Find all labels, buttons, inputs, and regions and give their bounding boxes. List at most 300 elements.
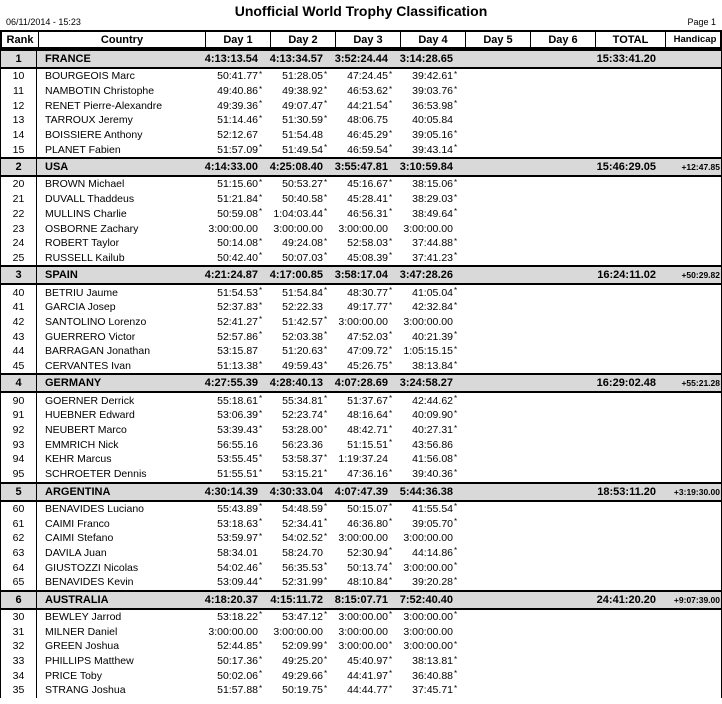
day-time: 46:36.80 (347, 517, 388, 530)
day-time: 49:24.08 (282, 237, 323, 250)
penalty-asterisk: * (389, 639, 393, 649)
day-time: 3:00:00.00 (208, 625, 258, 638)
rider-total (594, 560, 664, 575)
penalty-asterisk: * (259, 575, 263, 585)
penalty-asterisk: * (324, 286, 328, 296)
rider-handicap (664, 452, 722, 467)
column-header-day2: Day 2 (270, 32, 335, 47)
rider-rank: 13 (1, 113, 37, 128)
rider-rank: 65 (1, 575, 37, 590)
rider-day-cell (269, 393, 334, 408)
rider-day-cell (399, 452, 464, 467)
rider-day-cell (464, 128, 529, 143)
day-time: 3:24:58.27 (399, 377, 453, 390)
rider-day-cell (334, 142, 399, 157)
rider-day-cell (399, 236, 464, 251)
penalty-asterisk: * (259, 99, 263, 109)
rider-day-cell (334, 221, 399, 236)
penalty-asterisk: * (454, 654, 458, 664)
rider-day-cell (464, 344, 529, 359)
rider-day-cell (204, 285, 269, 300)
rider-handicap (664, 207, 722, 222)
rider-handicap (664, 502, 722, 517)
rider-row (1, 467, 722, 482)
rider-handicap (664, 300, 722, 315)
rider-day-cell (529, 624, 594, 639)
penalty-asterisk: * (324, 394, 328, 404)
rider-rank: 34 (1, 668, 37, 683)
team-day-cell (529, 267, 594, 283)
rider-day-cell (464, 192, 529, 207)
rider-row (1, 452, 722, 467)
day-time: 4:15:11.72 (270, 593, 323, 606)
rider-row (1, 408, 722, 423)
day-time: 52:03.38 (282, 330, 323, 343)
rider-row (1, 654, 722, 669)
penalty-asterisk: * (259, 517, 263, 527)
day-time: 55:34.81 (282, 394, 323, 407)
rider-day-cell (269, 668, 334, 683)
rider-rank: 14 (1, 128, 37, 143)
rider-handicap (664, 516, 722, 531)
rider-name: BENAVIDES Kevin (45, 576, 134, 589)
penalty-asterisk: * (324, 639, 328, 649)
rider-total (594, 128, 664, 143)
rider-day-cell (399, 531, 464, 546)
penalty-asterisk: * (389, 344, 393, 354)
rider-rank: 44 (1, 344, 37, 359)
day-time: 50:19.75 (282, 684, 323, 697)
team-day-cell (529, 375, 594, 391)
rider-handicap (664, 128, 722, 143)
rider-day-cell (464, 516, 529, 531)
rider-day-cell (204, 531, 269, 546)
rider-day-cell (269, 575, 334, 590)
day-time: 54:48.59 (282, 502, 323, 515)
rider-name: EMMRICH Nick (45, 438, 119, 451)
rider-day-cell (529, 113, 594, 128)
day-time: 49:40.86 (217, 85, 258, 98)
rider-day-cell (269, 502, 334, 517)
penalty-asterisk: * (454, 330, 458, 340)
rider-name: PLANET Fabien (45, 143, 121, 156)
riders-block (0, 610, 722, 698)
day-time: 44:14.86 (412, 546, 453, 559)
day-time: 45:16.67 (347, 178, 388, 191)
penalty-asterisk: * (389, 408, 393, 418)
rider-day-cell (464, 113, 529, 128)
day-time: 48:10.84 (347, 576, 388, 589)
rider-day-cell (334, 359, 399, 374)
penalty-asterisk: * (389, 251, 393, 261)
day-time: 4:30:33.04 (269, 485, 323, 498)
rider-day-cell (399, 575, 464, 590)
penalty-asterisk: * (259, 531, 263, 541)
penalty-asterisk: * (454, 359, 458, 369)
rider-handicap (664, 192, 722, 207)
rider-rank: 91 (1, 408, 37, 423)
day-time: 53:55.45 (217, 453, 258, 466)
day-time: 53:39.43 (217, 424, 258, 437)
rider-rank: 22 (1, 207, 37, 222)
rider-total (594, 624, 664, 639)
team-day-cell (334, 484, 399, 500)
penalty-asterisk: * (389, 236, 393, 246)
rider-rank: 11 (1, 84, 37, 99)
rider-day-cell (269, 437, 334, 452)
rider-day-cell (399, 84, 464, 99)
day-time: 50:41.77 (217, 70, 258, 83)
rider-name: NAMBOTIN Christophe (45, 85, 155, 98)
rider-day-cell (464, 207, 529, 222)
day-time: 40:27.31 (412, 424, 453, 437)
rider-handicap (664, 683, 722, 698)
team-country: GERMANY (45, 377, 102, 390)
day-time: 4:07:28.69 (334, 377, 388, 390)
rider-day-cell (399, 221, 464, 236)
rider-total (594, 467, 664, 482)
team-day-cell (269, 484, 334, 500)
day-time: 51:21.84 (217, 193, 258, 206)
rider-day-cell (529, 207, 594, 222)
penalty-asterisk: * (389, 561, 393, 571)
rider-row (1, 329, 722, 344)
rider-total (594, 113, 664, 128)
rider-total (594, 192, 664, 207)
day-time: 39:43.14 (412, 143, 453, 156)
day-time: 56:55.16 (217, 438, 258, 451)
penalty-asterisk: * (324, 467, 328, 477)
penalty-asterisk: * (324, 207, 328, 217)
rider-handicap (664, 437, 722, 452)
rider-day-cell (529, 300, 594, 315)
rider-total (594, 654, 664, 669)
rider-day-cell (399, 192, 464, 207)
day-time: 3:00:00.00 (338, 532, 388, 545)
rider-row (1, 437, 722, 452)
rider-name: SANTOLINO Lorenzo (45, 315, 147, 328)
rider-day-cell (269, 177, 334, 192)
penalty-asterisk: * (454, 452, 458, 462)
rider-rank: 42 (1, 315, 37, 330)
rider-day-cell (399, 344, 464, 359)
day-time: 52:30.94 (347, 546, 388, 559)
rider-row (1, 98, 722, 113)
day-time: 4:25:08.40 (269, 161, 323, 174)
rider-rank: 93 (1, 437, 37, 452)
rider-day-cell (464, 285, 529, 300)
rider-day-cell (399, 546, 464, 561)
day-time: 4:30:14.39 (204, 485, 258, 498)
team-day-cell (464, 375, 529, 391)
rider-day-cell (269, 467, 334, 482)
rider-day-cell (334, 285, 399, 300)
rider-day-cell (464, 423, 529, 438)
team-total: 16:29:02.48 (596, 377, 656, 390)
rider-name: RUSSELL Kailub (45, 251, 125, 264)
rider-day-cell (464, 668, 529, 683)
day-time: 53:18.63 (217, 517, 258, 530)
team-row (0, 373, 722, 393)
day-time: 3:00:00.00 (273, 222, 323, 235)
penalty-asterisk: * (259, 467, 263, 477)
rider-day-cell (204, 344, 269, 359)
day-time: 40:21.39 (412, 330, 453, 343)
rider-day-cell (529, 142, 594, 157)
day-time: 41:55.54 (412, 502, 453, 515)
rider-day-cell (334, 393, 399, 408)
penalty-asterisk: * (389, 438, 393, 448)
rider-handicap (664, 546, 722, 561)
team-day-cell (529, 484, 594, 500)
team-country: FRANCE (45, 53, 91, 65)
rider-day-cell (269, 408, 334, 423)
day-time: 52:12.67 (217, 129, 258, 142)
rider-name: BOISSIERE Anthony (45, 129, 143, 142)
team-handicap: +12:47.85 (681, 162, 720, 173)
penalty-asterisk: * (259, 639, 263, 649)
day-time: 39:20.28 (412, 576, 453, 589)
rider-day-cell (269, 531, 334, 546)
penalty-asterisk: * (259, 394, 263, 404)
rider-row (1, 128, 722, 143)
rider-handicap (664, 408, 722, 423)
column-header-day5: Day 5 (465, 32, 530, 47)
rider-day-cell (204, 98, 269, 113)
rider-name: DUVALL Thaddeus (45, 193, 135, 206)
rider-name: BOURGEOIS Marc (45, 70, 135, 83)
day-time: 36:53.98 (412, 99, 453, 112)
penalty-asterisk: * (389, 683, 393, 693)
rider-day-cell (529, 502, 594, 517)
day-time: 45:26.75 (347, 360, 388, 373)
rider-name: GOERNER Derrick (45, 394, 135, 407)
rider-day-cell (269, 98, 334, 113)
penalty-asterisk: * (454, 610, 458, 620)
rider-rank: 15 (1, 142, 37, 157)
rider-day-cell (334, 437, 399, 452)
day-time: 52:41.27 (217, 315, 258, 328)
rider-day-cell (464, 98, 529, 113)
rider-row (1, 624, 722, 639)
rider-rank: 12 (1, 98, 37, 113)
rider-rank: 23 (1, 221, 37, 236)
team-day-cell (464, 267, 529, 283)
rider-day-cell (204, 516, 269, 531)
day-time: 8:15:07.71 (334, 593, 388, 606)
rider-day-cell (529, 98, 594, 113)
team-total: 15:46:29.05 (596, 161, 656, 174)
rider-handicap (664, 393, 722, 408)
day-time: 3:00:00.00 (403, 625, 453, 638)
rider-day-cell (269, 683, 334, 698)
day-time: 56:23.36 (282, 438, 323, 451)
team-handicap: +55:21.28 (681, 378, 720, 389)
team-day-cell (204, 159, 269, 175)
rider-day-cell (464, 359, 529, 374)
team-total: 24:41:20.20 (596, 593, 656, 606)
rider-row (1, 285, 722, 300)
rider-day-cell (399, 251, 464, 266)
rider-day-cell (334, 560, 399, 575)
rider-name: GARCIA Josep (45, 301, 116, 314)
day-time: 48:30.77 (347, 286, 388, 299)
day-time: 46:56.31 (347, 207, 388, 220)
team-day-cell (464, 484, 529, 500)
rider-row (1, 69, 722, 84)
rider-day-cell (204, 437, 269, 452)
team-day-cell (204, 592, 269, 608)
penalty-asterisk: * (324, 575, 328, 585)
rider-day-cell (334, 329, 399, 344)
day-time: 54:02.46 (217, 561, 258, 574)
rider-day-cell (399, 142, 464, 157)
day-time: 51:57.88 (217, 684, 258, 697)
penalty-asterisk: * (389, 99, 393, 109)
column-header-rank: Rank (6, 33, 34, 46)
report-datetime: 06/11/2014 - 15:23 (6, 17, 81, 27)
penalty-asterisk: * (454, 143, 458, 153)
rider-day-cell (529, 560, 594, 575)
rider-day-cell (464, 575, 529, 590)
day-time: 4:27:55.39 (204, 377, 258, 390)
rider-day-cell (204, 236, 269, 251)
rider-day-cell (399, 113, 464, 128)
day-time: 3:00:00.00 (338, 625, 388, 638)
rider-rank: 94 (1, 452, 37, 467)
day-time: 49:38.92 (282, 85, 323, 98)
rider-day-cell (529, 84, 594, 99)
team-section (0, 49, 722, 157)
rider-day-cell (399, 359, 464, 374)
penalty-asterisk: * (324, 330, 328, 340)
rider-day-cell (269, 236, 334, 251)
rider-row (1, 668, 722, 683)
penalty-asterisk: * (259, 251, 263, 261)
rider-day-cell (529, 69, 594, 84)
day-time: 51:57.09 (217, 143, 258, 156)
day-time: 43:56.86 (412, 438, 453, 451)
day-time: 50:40.58 (282, 193, 323, 206)
rider-row (1, 516, 722, 531)
rider-day-cell (464, 560, 529, 575)
penalty-asterisk: * (389, 610, 393, 620)
penalty-asterisk: * (454, 207, 458, 217)
team-day-cell (334, 592, 399, 608)
day-time: 4:14:33.00 (204, 161, 258, 174)
team-row (0, 49, 722, 69)
day-time: 4:13:13.54 (204, 53, 258, 65)
day-time: 51:37.67 (347, 394, 388, 407)
column-header-day6: Day 6 (530, 32, 595, 47)
team-row (0, 590, 722, 610)
rider-day-cell (269, 546, 334, 561)
team-total: 15:33:41.20 (596, 53, 656, 65)
day-time: 56:35.53 (282, 561, 323, 574)
rider-rank: 62 (1, 531, 37, 546)
rider-day-cell (399, 437, 464, 452)
rider-day-cell (204, 408, 269, 423)
rider-day-cell (204, 359, 269, 374)
page-title: Unofficial World Trophy Classification (234, 3, 488, 19)
day-time: 37:45.71 (412, 684, 453, 697)
rider-row (1, 207, 722, 222)
rider-day-cell (529, 437, 594, 452)
penalty-asterisk: * (454, 561, 458, 571)
penalty-asterisk: * (454, 408, 458, 418)
rider-day-cell (464, 251, 529, 266)
penalty-asterisk: * (454, 84, 458, 94)
rider-row (1, 113, 722, 128)
team-day-cell (464, 51, 529, 67)
rider-total (594, 251, 664, 266)
rider-rank: 43 (1, 329, 37, 344)
rider-total (594, 69, 664, 84)
rider-day-cell (204, 452, 269, 467)
team-total: 16:24:11.02 (597, 269, 656, 282)
penalty-asterisk: * (389, 575, 393, 585)
day-time: 3:00:00.00 (403, 315, 453, 328)
rider-day-cell (529, 610, 594, 625)
rider-name: PRICE Toby (45, 669, 102, 682)
rider-handicap (664, 344, 722, 359)
day-time: 47:52.03 (347, 330, 388, 343)
day-time: 52:31.99 (282, 576, 323, 589)
rider-rank: 35 (1, 683, 37, 698)
day-time: 58:34.01 (217, 546, 258, 559)
rider-day-cell (204, 668, 269, 683)
rider-handicap (664, 177, 722, 192)
rider-day-cell (399, 467, 464, 482)
penalty-asterisk: * (259, 423, 263, 433)
rider-day-cell (529, 285, 594, 300)
penalty-asterisk: * (454, 575, 458, 585)
rider-day-cell (464, 452, 529, 467)
rider-row (1, 502, 722, 517)
rider-day-cell (204, 69, 269, 84)
penalty-asterisk: * (389, 654, 393, 664)
rider-day-cell (204, 654, 269, 669)
rider-total (594, 236, 664, 251)
rider-day-cell (464, 300, 529, 315)
rider-total (594, 408, 664, 423)
rider-rank: 92 (1, 423, 37, 438)
day-time: 52:22.33 (282, 301, 323, 314)
rider-day-cell (334, 452, 399, 467)
rider-day-cell (334, 408, 399, 423)
penalty-asterisk: * (454, 467, 458, 477)
rider-day-cell (269, 560, 334, 575)
rider-day-cell (464, 408, 529, 423)
rider-day-cell (334, 531, 399, 546)
rider-day-cell (334, 192, 399, 207)
team-country: SPAIN (45, 269, 78, 282)
rider-day-cell (334, 546, 399, 561)
penalty-asterisk: * (259, 143, 263, 153)
rider-day-cell (204, 142, 269, 157)
team-rank: 5 (1, 484, 37, 500)
penalty-asterisk: * (324, 654, 328, 664)
day-time: 51:54.53 (217, 286, 258, 299)
rider-day-cell (399, 624, 464, 639)
penalty-asterisk: * (454, 69, 458, 79)
rider-day-cell (334, 639, 399, 654)
day-time: 52:44.85 (217, 640, 258, 653)
rider-day-cell (204, 639, 269, 654)
rider-day-cell (399, 69, 464, 84)
team-section (0, 157, 722, 265)
team-day-cell (269, 267, 334, 283)
